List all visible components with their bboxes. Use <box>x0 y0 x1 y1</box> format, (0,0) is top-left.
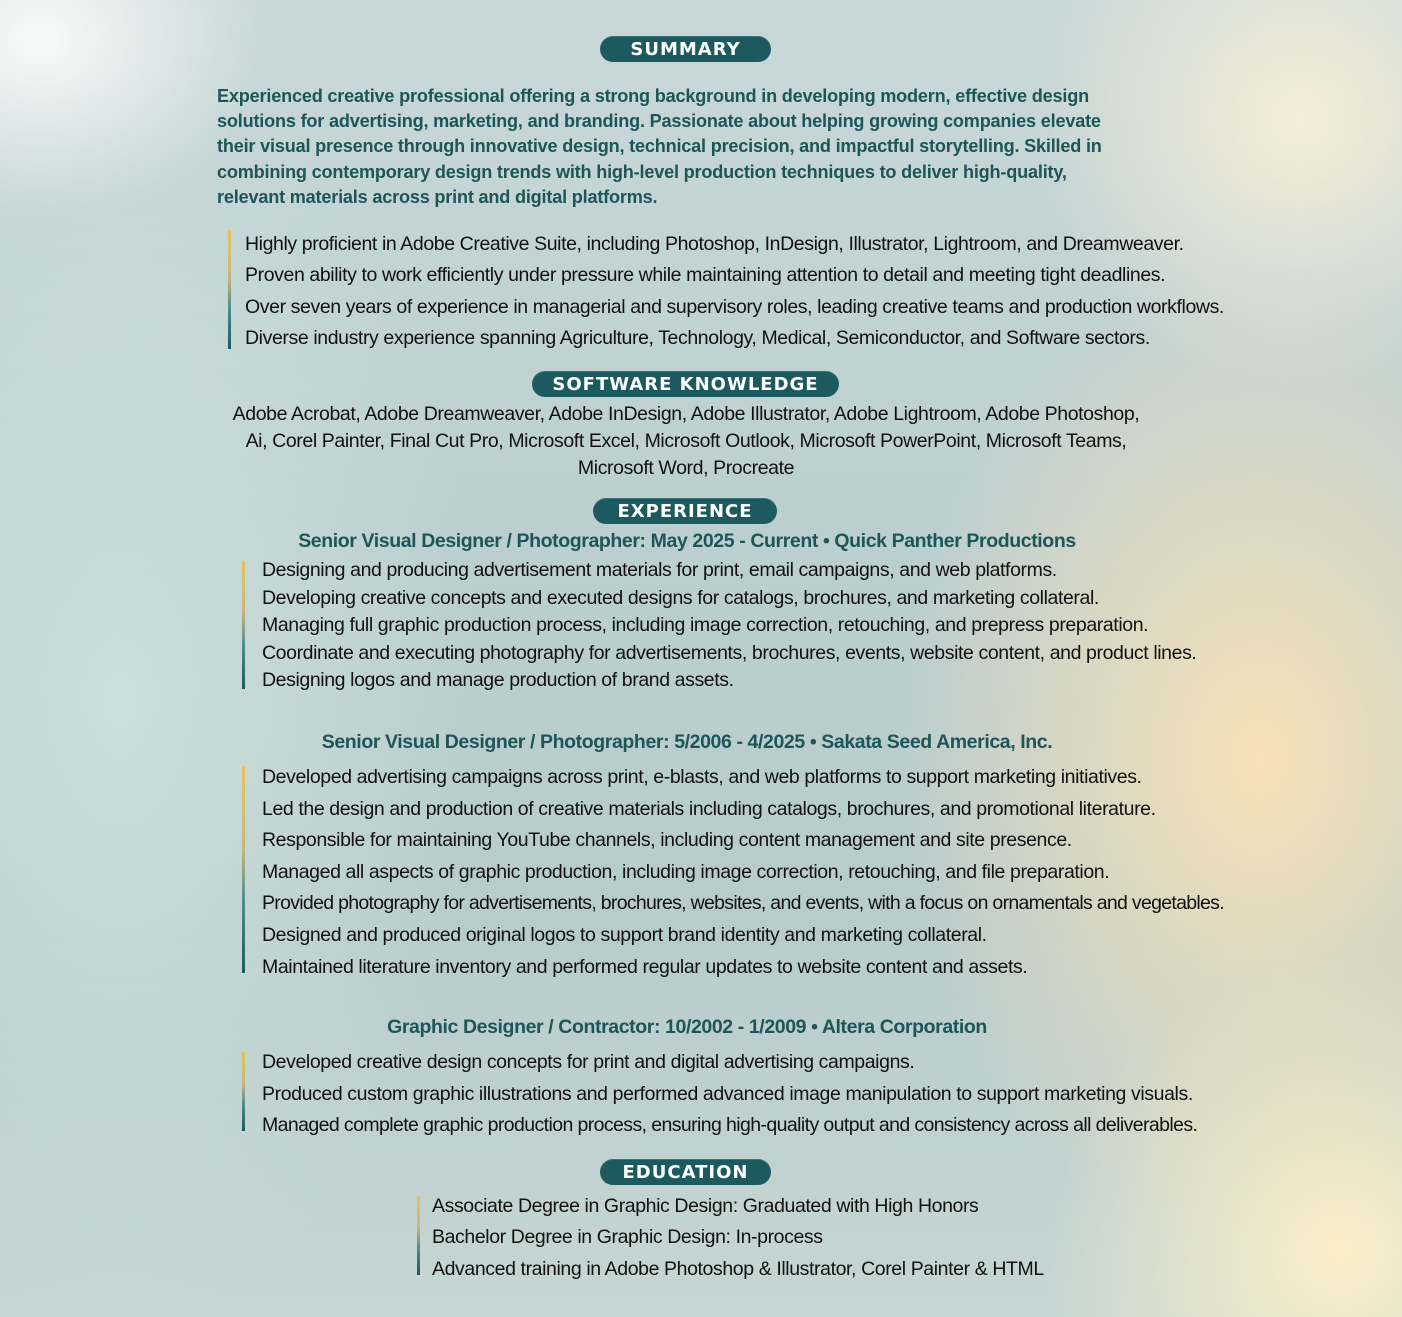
software-knowledge-heading: SOFTWARE KNOWLEDGE <box>532 371 839 397</box>
software-line: Ai, Corel Painter, Final Cut Pro, Microsoft Excel, Microsoft Outlook, Microsoft PowerPoint, Microsoft Teams, <box>245 430 1127 452</box>
list-item: Managed all aspects of graphic production, including image correction, retouching, and file preparation. <box>262 860 1110 883</box>
job-bullet-list <box>262 762 1224 983</box>
list-item: Provided photography for advertisements, brochures, websites, and events, with a focus on ornamentals and vegetables. <box>262 892 1224 915</box>
list-item: Responsible for maintaining YouTube channels, including content management and site presence. <box>262 829 1072 852</box>
education-heading: EDUCATION <box>600 1159 771 1185</box>
software-line: Adobe Acrobat, Adobe Dreamweaver, Adobe InDesign, Adobe Illustrator, Adobe Lightroom, Adobe Photoshop, <box>232 403 1140 425</box>
education-bullet-list <box>432 1191 1044 1285</box>
list-item: Advanced training in Adobe Photoshop & Illustrator, Corel Painter & HTML <box>432 1257 1044 1280</box>
job-title: Senior Visual Designer / Photographer: 5/2006 - 4/2025 • Sakata Seed America, Inc. <box>321 731 1053 753</box>
list-item: Produced custom graphic illustrations and performed advanced image manipulation to support marketing visuals. <box>262 1082 1193 1105</box>
list-item: Diverse industry experience spanning Agriculture, Technology, Medical, Semiconductor, and Software sectors. <box>245 326 1150 349</box>
list-item: Highly proficient in Adobe Creative Suite, including Photoshop, InDesign, Illustrator, Lightroom, and Dreamweaver. <box>245 233 1184 255</box>
list-item: Led the design and production of creative materials including catalogs, brochures, and promotional literature. <box>262 797 1156 820</box>
list-item: Developing creative concepts and executed designs for catalogs, brochures, and marketing collateral. <box>262 586 1099 609</box>
list-item: Proven ability to work efficiently under pressure while maintaining attention to detail and meeting tight deadlines. <box>245 264 1166 287</box>
summary-paragraph: Experienced creative professional offering a strong background in developing modern, effective design solutions for advertising, marketing, and branding. Passionate about helping growing companies elevate their visual presence through innovative design, technical precision, and impactful storytelling. Skilled in combining contemporary design trends with high-level production techniques to deliver high-quality, relevant materials across print and digital platforms. <box>217 85 1102 207</box>
experience-heading: EXPERIENCE <box>593 498 777 524</box>
software-list <box>201 401 1171 482</box>
list-item: Managed complete graphic production process, ensuring high-quality output and consistency across all deliverables. <box>262 1114 1198 1137</box>
list-item: Coordinate and executing photography for advertisements, brochures, events, website content, and product lines. <box>262 641 1197 664</box>
software-line: Microsoft Word, Procreate <box>577 457 795 479</box>
list-item: Designed and produced original logos to support brand identity and marketing collateral. <box>262 923 987 946</box>
list-item: Developed creative design concepts for print and digital advertising campaigns. <box>262 1051 915 1073</box>
list-item: Designing and producing advertisement materials for print, email campaigns, and web platforms. <box>262 559 1057 581</box>
list-item: Managing full graphic production process, including image correction, retouching, and prepress preparation. <box>262 614 1149 636</box>
list-item: Over seven years of experience in managerial and supervisory roles, leading creative teams and production workflows. <box>245 295 1224 318</box>
job-title: Graphic Designer / Contractor: 10/2002 - 1/2009 • Altera Corporation <box>387 1016 987 1038</box>
list-item: Maintained literature inventory and performed regular updates to website content and assets. <box>262 955 1028 978</box>
list-item: Bachelor Degree in Graphic Design: In-process <box>432 1226 823 1249</box>
summary-heading: SUMMARY <box>600 36 771 62</box>
job-bullet-list <box>262 557 1196 695</box>
list-item: Designing logos and manage production of brand assets. <box>262 669 734 691</box>
job-accent-bar <box>242 1052 245 1131</box>
list-item: Associate Degree in Graphic Design: Graduated with High Honors <box>432 1195 979 1217</box>
summary-bullet-list <box>245 229 1224 354</box>
education-accent-bar <box>417 1196 420 1275</box>
list-item: Developed advertising campaigns across print, e-blasts, and web platforms to support marketing initiatives. <box>262 766 1142 788</box>
job-accent-bar <box>242 766 245 973</box>
job-title: Senior Visual Designer / Photographer: May 2025 - Current • Quick Panther Productions <box>298 530 1076 552</box>
job-bullet-list <box>262 1047 1197 1142</box>
job-accent-bar <box>242 561 245 689</box>
summary-accent-bar <box>228 230 231 349</box>
